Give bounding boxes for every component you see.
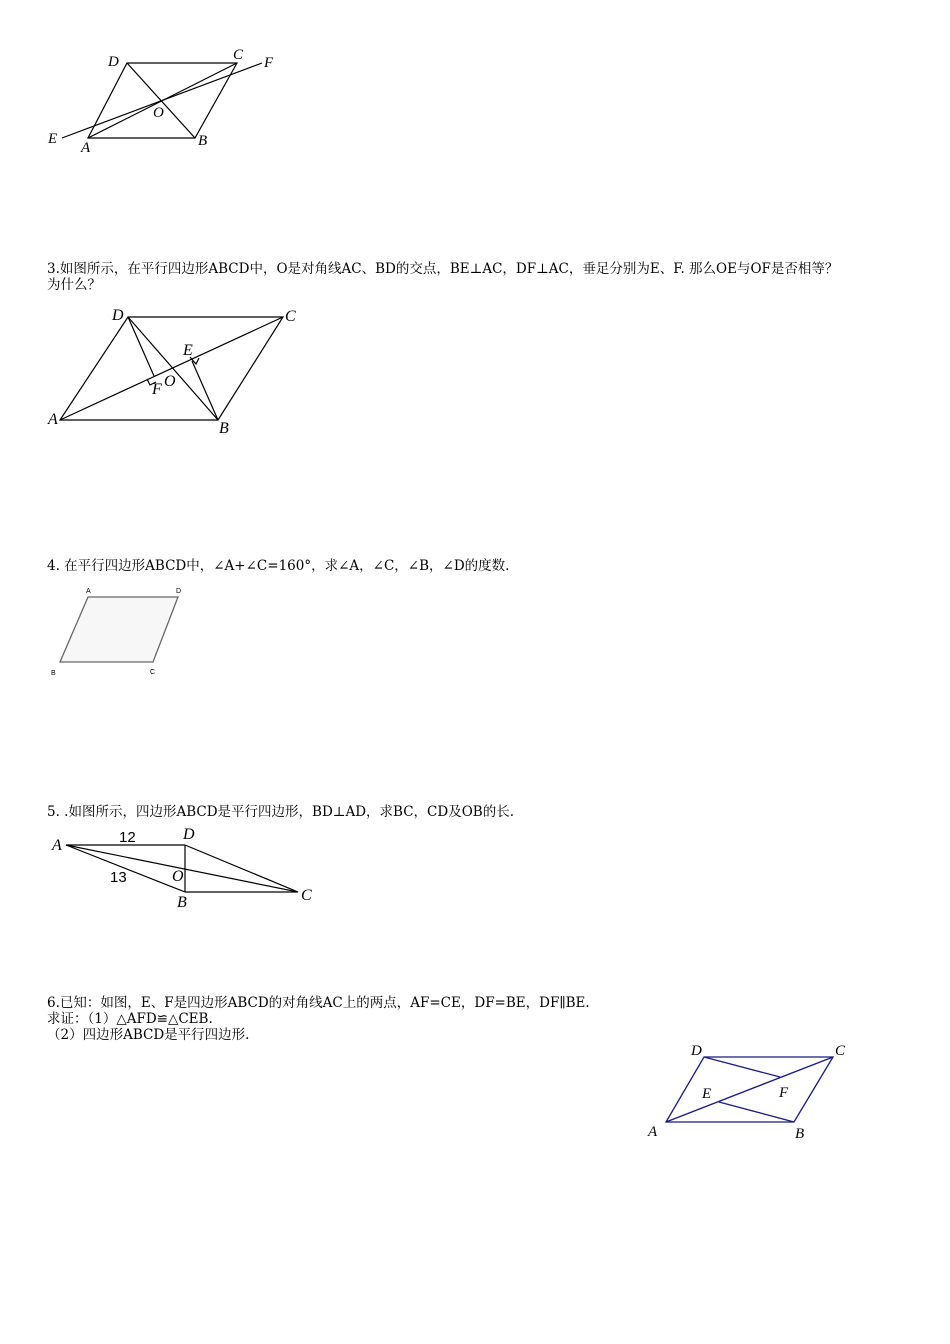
label-c: C bbox=[150, 669, 156, 676]
line-ef bbox=[62, 63, 262, 138]
diagonal-bd bbox=[128, 317, 218, 420]
diagonal-ac bbox=[666, 1057, 833, 1122]
length-ab: 13 bbox=[110, 869, 127, 886]
label-b: B bbox=[219, 420, 229, 437]
question-6-line3: （2）四边形ABCD是平行四边形. bbox=[47, 1027, 250, 1043]
label-f: F bbox=[779, 1085, 789, 1101]
figure-q6 bbox=[640, 1036, 865, 1146]
segment-df bbox=[704, 1057, 780, 1077]
label-o: O bbox=[153, 105, 164, 121]
label-a: A bbox=[648, 1124, 658, 1140]
question-4-text: 4. 在平行四边形ABCD中，∠A+∠C=160°，求∠A，∠C，∠B，∠D的度数. bbox=[47, 558, 510, 574]
label-e: E bbox=[702, 1086, 712, 1102]
label-c: C bbox=[285, 308, 296, 325]
label-d: D bbox=[112, 307, 124, 324]
label-a: A bbox=[48, 411, 58, 428]
label-o: O bbox=[164, 373, 176, 390]
perpendicular-be bbox=[192, 361, 218, 420]
question-6-line1: 6.已知：如图，E、F是四边形ABCD的对角线AC上的两点，AF=CE，DF=BE，DF∥BE. bbox=[47, 995, 590, 1011]
label-e: E bbox=[48, 131, 58, 147]
label-f: F bbox=[152, 381, 162, 398]
figure-q5 bbox=[48, 824, 323, 914]
length-ad: 12 bbox=[119, 829, 136, 846]
question-4 bbox=[47, 558, 509, 574]
label-a: A bbox=[52, 837, 62, 854]
side-dc bbox=[185, 845, 298, 892]
label-a: A bbox=[81, 140, 91, 156]
question-6-line2: 求证：（1）△AFD≌△CEB. bbox=[47, 1011, 213, 1027]
question-3-line1: 3.如图所示，在平行四边形ABCD中，O是对角线AC、BD的交点，BE⊥AC，DF⊥AC，垂足分别为E、F. 那么OE与OF是否相等？ bbox=[47, 261, 839, 277]
label-d: D bbox=[183, 826, 195, 843]
label-b: B bbox=[51, 670, 56, 677]
label-b: B bbox=[177, 894, 187, 911]
label-c: C bbox=[233, 47, 244, 63]
label-b: B bbox=[795, 1126, 805, 1142]
parallelogram-abcd bbox=[60, 597, 178, 662]
question-3-line2: 为什么？ bbox=[47, 277, 101, 293]
label-b: B bbox=[198, 133, 208, 149]
label-e: E bbox=[183, 342, 193, 359]
segment-be bbox=[719, 1102, 794, 1122]
question-5 bbox=[47, 804, 514, 820]
question-5-text: 5. .如图所示，四边形ABCD是平行四边形，BD⊥AD，求BC，CD及OB的长. bbox=[47, 804, 514, 820]
question-6 bbox=[47, 995, 590, 1043]
label-f: F bbox=[264, 55, 274, 71]
label-d: D bbox=[176, 588, 182, 595]
label-c: C bbox=[301, 887, 312, 904]
label-o: O bbox=[172, 868, 184, 885]
label-a: A bbox=[86, 588, 91, 595]
perpendicular-df bbox=[128, 317, 154, 376]
question-3 bbox=[47, 261, 838, 293]
figure-parallelogram-ef bbox=[40, 40, 300, 160]
label-c: C bbox=[835, 1043, 846, 1059]
label-d: D bbox=[691, 1043, 702, 1059]
label-d: D bbox=[108, 54, 119, 70]
figure-q3 bbox=[40, 300, 320, 440]
figure-q4 bbox=[48, 584, 193, 680]
